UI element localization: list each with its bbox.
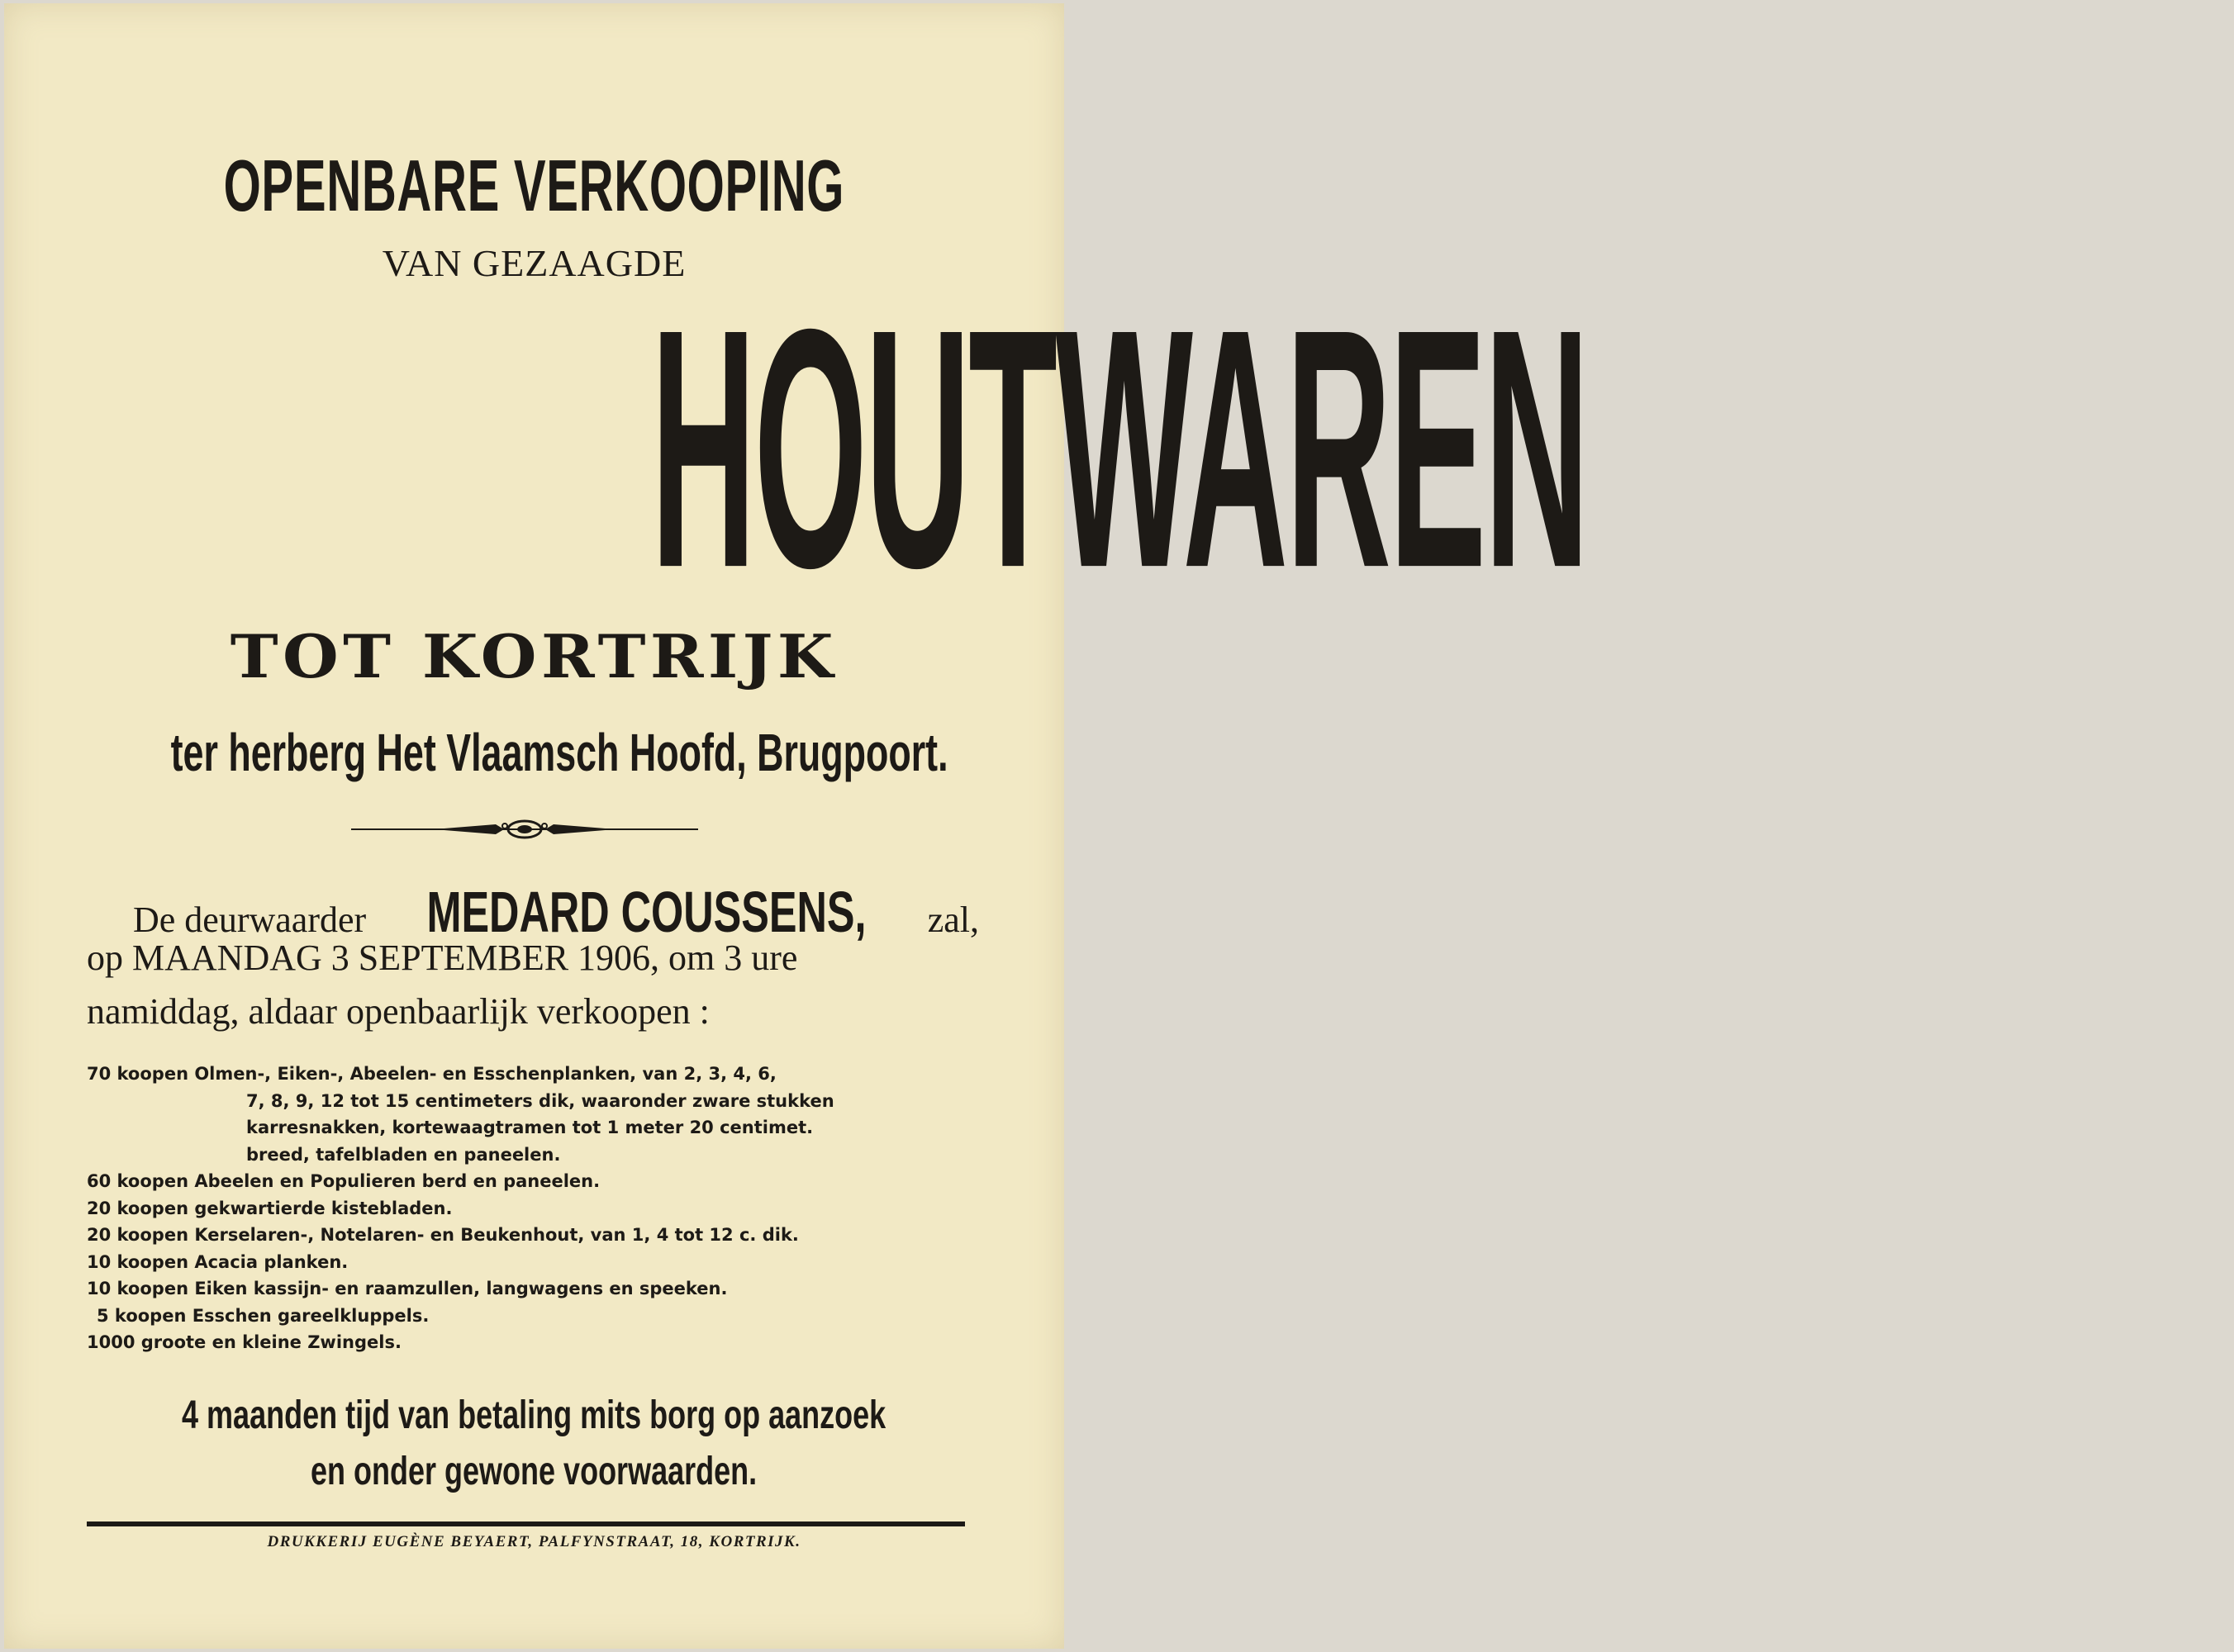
list-item: 60 koopen Abeelen en Populieren berd en paneelen. [87, 1171, 601, 1191]
poster-title: OPENBARE VERKOOPING [223, 145, 845, 226]
list-item: 10 koopen Acacia planken. [87, 1251, 349, 1272]
announcement-bailiff-label: De deurwaarder [133, 900, 367, 940]
list-item: 5 koopen Esschen gareelkluppels. [97, 1305, 430, 1326]
payment-terms: 4 maanden tijd van betaling mits borg op aanzoek [182, 1393, 886, 1437]
list-item: 7, 8, 9, 12 tot 15 centimeters dik, waaronder zware stukken [246, 1090, 834, 1111]
lot-list [87, 1061, 979, 1356]
list-item: breed, tafelbladen en paneelen. [246, 1144, 561, 1165]
announcement-line-3: namiddag, aldaar openbaarlijk verkoopen : [87, 991, 710, 1032]
bailiff-name: MEDARD COUSSENS, [426, 880, 867, 944]
list-item: 20 koopen Kerselaren-, Notelaren- en Beukenhout, van 1, 4 tot 12 c. dik. [87, 1225, 799, 1245]
list-item: 70 koopen Olmen-, Eiken-, Abeelen- en Esschenplanken, van 2, 3, 4, 6, [87, 1064, 777, 1084]
announcement-line-2: op MAANDAG 3 SEPTEMBER 1906, om 3 ure [87, 938, 798, 978]
list-item: 1000 groote en kleine Zwingels. [87, 1332, 402, 1352]
poster-headline: HOUTWAREN [650, 259, 1588, 639]
footer-rule [87, 1521, 965, 1526]
poster-subtitle: VAN GEZAAGDE [382, 242, 687, 284]
payment-conditions: en onder gewone voorwaarden. [311, 1450, 758, 1493]
announcement-will: zal, [927, 900, 979, 940]
list-item: karresnakken, kortewaagtramen tot 1 meter 20 centimet. [246, 1118, 814, 1137]
printer-imprint: DRUKKERIJ EUGÈNE BEYAERT, PALFYNSTRAAT, 18, KORTRIJK. [267, 1533, 801, 1550]
list-item: 10 koopen Eiken kassijn- en raamzullen, langwagens en speeken. [87, 1279, 728, 1298]
poster-venue: ter herberg Het Vlaamsch Hoofd, Brugpoort. [170, 723, 948, 782]
list-item: 20 koopen gekwartierde kistebladen. [87, 1198, 453, 1218]
poster-city: TOT KORTRIJK [230, 621, 839, 691]
announcement-line-1 [87, 879, 979, 945]
poster-sheet [4, 3, 1588, 1649]
ornament-divider-icon [351, 814, 698, 844]
